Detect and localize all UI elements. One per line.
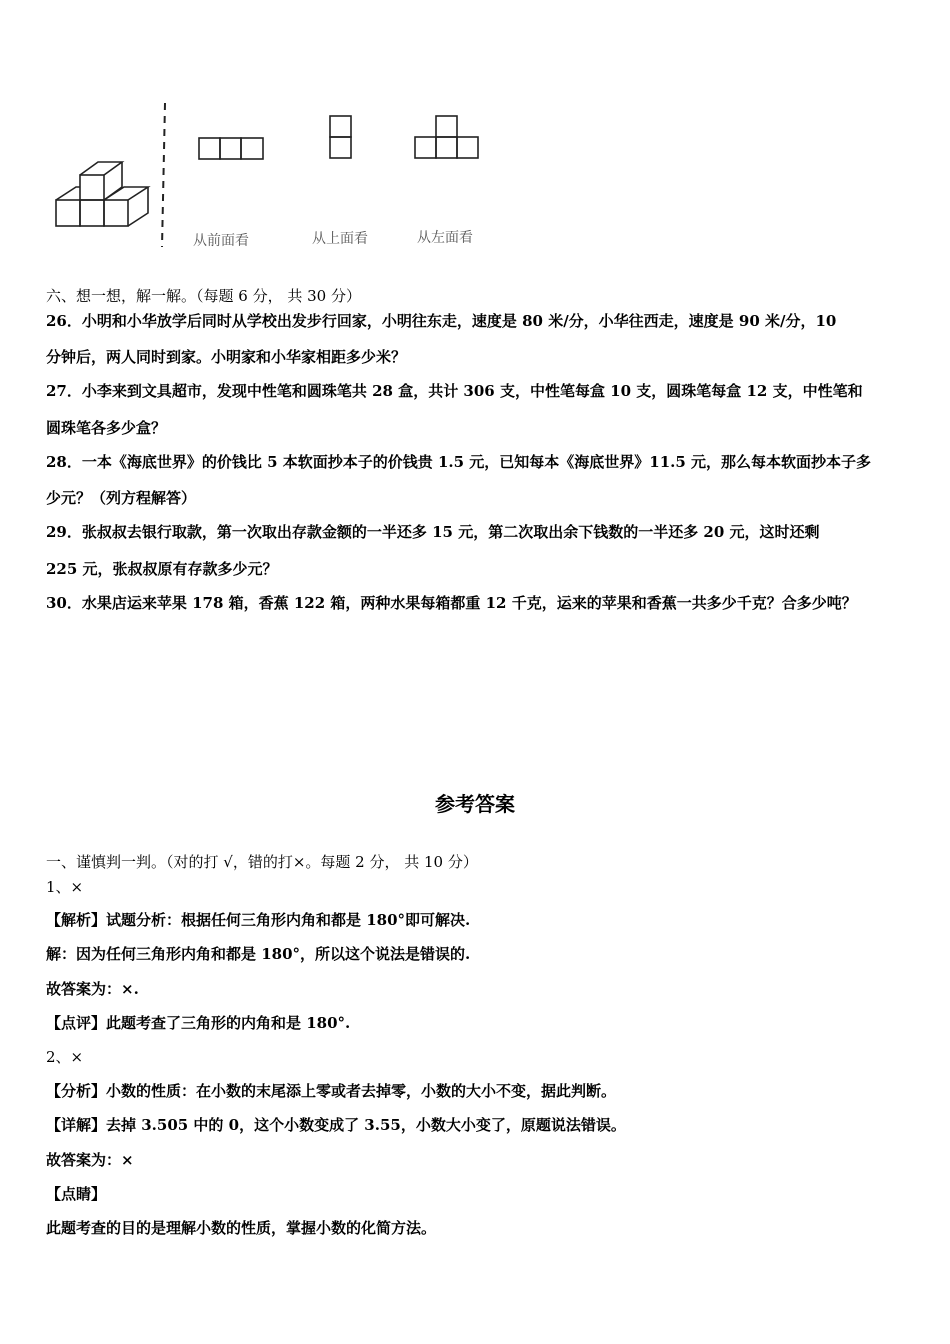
section6-heading: 六、想一想，解一解。（每题 6 分， 共 30 分） bbox=[46, 287, 361, 305]
answer-1-comment: 【点评】此题考查了三角形的内角和是 180°. bbox=[46, 1014, 351, 1032]
answer-2-analysis: 【分析】小数的性质：在小数的末尾添上零或者去掉零，小数的大小不变，据此判断。 bbox=[46, 1082, 617, 1100]
question-26-line2: 分钟后，两人同时到家。小明家和小华家相距多少米？ bbox=[46, 348, 407, 366]
answer-1: 1、× bbox=[46, 878, 84, 896]
answer-2-tip-label: 【点睛】 bbox=[46, 1185, 107, 1203]
cube-stack-drawing bbox=[56, 162, 148, 226]
left-view-drawing bbox=[415, 116, 478, 158]
cube-views-figure bbox=[40, 95, 500, 260]
question-30-line1: 30．水果店运来苹果 178 箱，香蕉 122 箱，两种水果每箱都重 12 千克，运来的苹果和香蕉一共多少千克？合多少吨？ bbox=[46, 594, 857, 612]
answer-1-result: 故答案为：×. bbox=[46, 980, 139, 998]
dashed-divider bbox=[162, 103, 165, 247]
answer-2-tip: 此题考查的目的是理解小数的性质，掌握小数的化简方法。 bbox=[46, 1219, 437, 1237]
left-view-label: 从左面看 bbox=[417, 230, 473, 246]
answers-title: 参考答案 bbox=[435, 792, 515, 816]
question-27-line1: 27．小李来到文具超市，发现中性笔和圆珠笔共 28 盒，共计 306 支，中性笔每盒 10 支，圆珠笔每盒 12 支，中性笔和 bbox=[46, 382, 863, 400]
question-29-line2: 225 元，张叔叔原有存款多少元？ bbox=[46, 560, 278, 578]
answer-2-detail: 【详解】去掉 3.505 中的 0，这个小数变成了 3.55，小数大小变了，原题说法错误。 bbox=[46, 1116, 626, 1134]
front-view-label: 从前面看 bbox=[193, 233, 249, 249]
question-28-line1: 28．一本《海底世界》的价钱比 5 本软面抄本子的价钱贵 1.5 元，已知每本《海底世界》11.5 元，那么每本软面抄本子多 bbox=[46, 453, 872, 471]
question-28-line2: 少元？（列方程解答） bbox=[46, 489, 197, 507]
top-view-drawing bbox=[330, 116, 351, 158]
top-view-label: 从上面看 bbox=[312, 231, 368, 247]
front-view-drawing bbox=[199, 138, 263, 159]
answer-2: 2、× bbox=[46, 1048, 84, 1066]
answer-1-analysis: 【解析】试题分析：根据任何三角形内角和都是 180°即可解决. bbox=[46, 911, 471, 929]
answer-2-result: 故答案为：× bbox=[46, 1151, 134, 1169]
question-26-line1: 26．小明和小华放学后同时从学校出发步行回家，小明往东走，速度是 80 米/分，小华往西走，速度是 90 米/分，10 bbox=[46, 312, 837, 330]
question-29-line1: 29．张叔叔去银行取款，第一次取出存款金额的一半还多 15 元，第二次取出余下钱数的一半还多 20 元，这时还剩 bbox=[46, 523, 820, 541]
question-27-line2: 圆珠笔各多少盒？ bbox=[46, 419, 167, 437]
answers-heading: 一、谨慎判一判。（对的打 √，错的打×。每题 2 分， 共 10 分） bbox=[46, 853, 478, 871]
answer-1-solution: 解：因为任何三角形内角和都是 180°，所以这个说法是错误的. bbox=[46, 945, 471, 963]
